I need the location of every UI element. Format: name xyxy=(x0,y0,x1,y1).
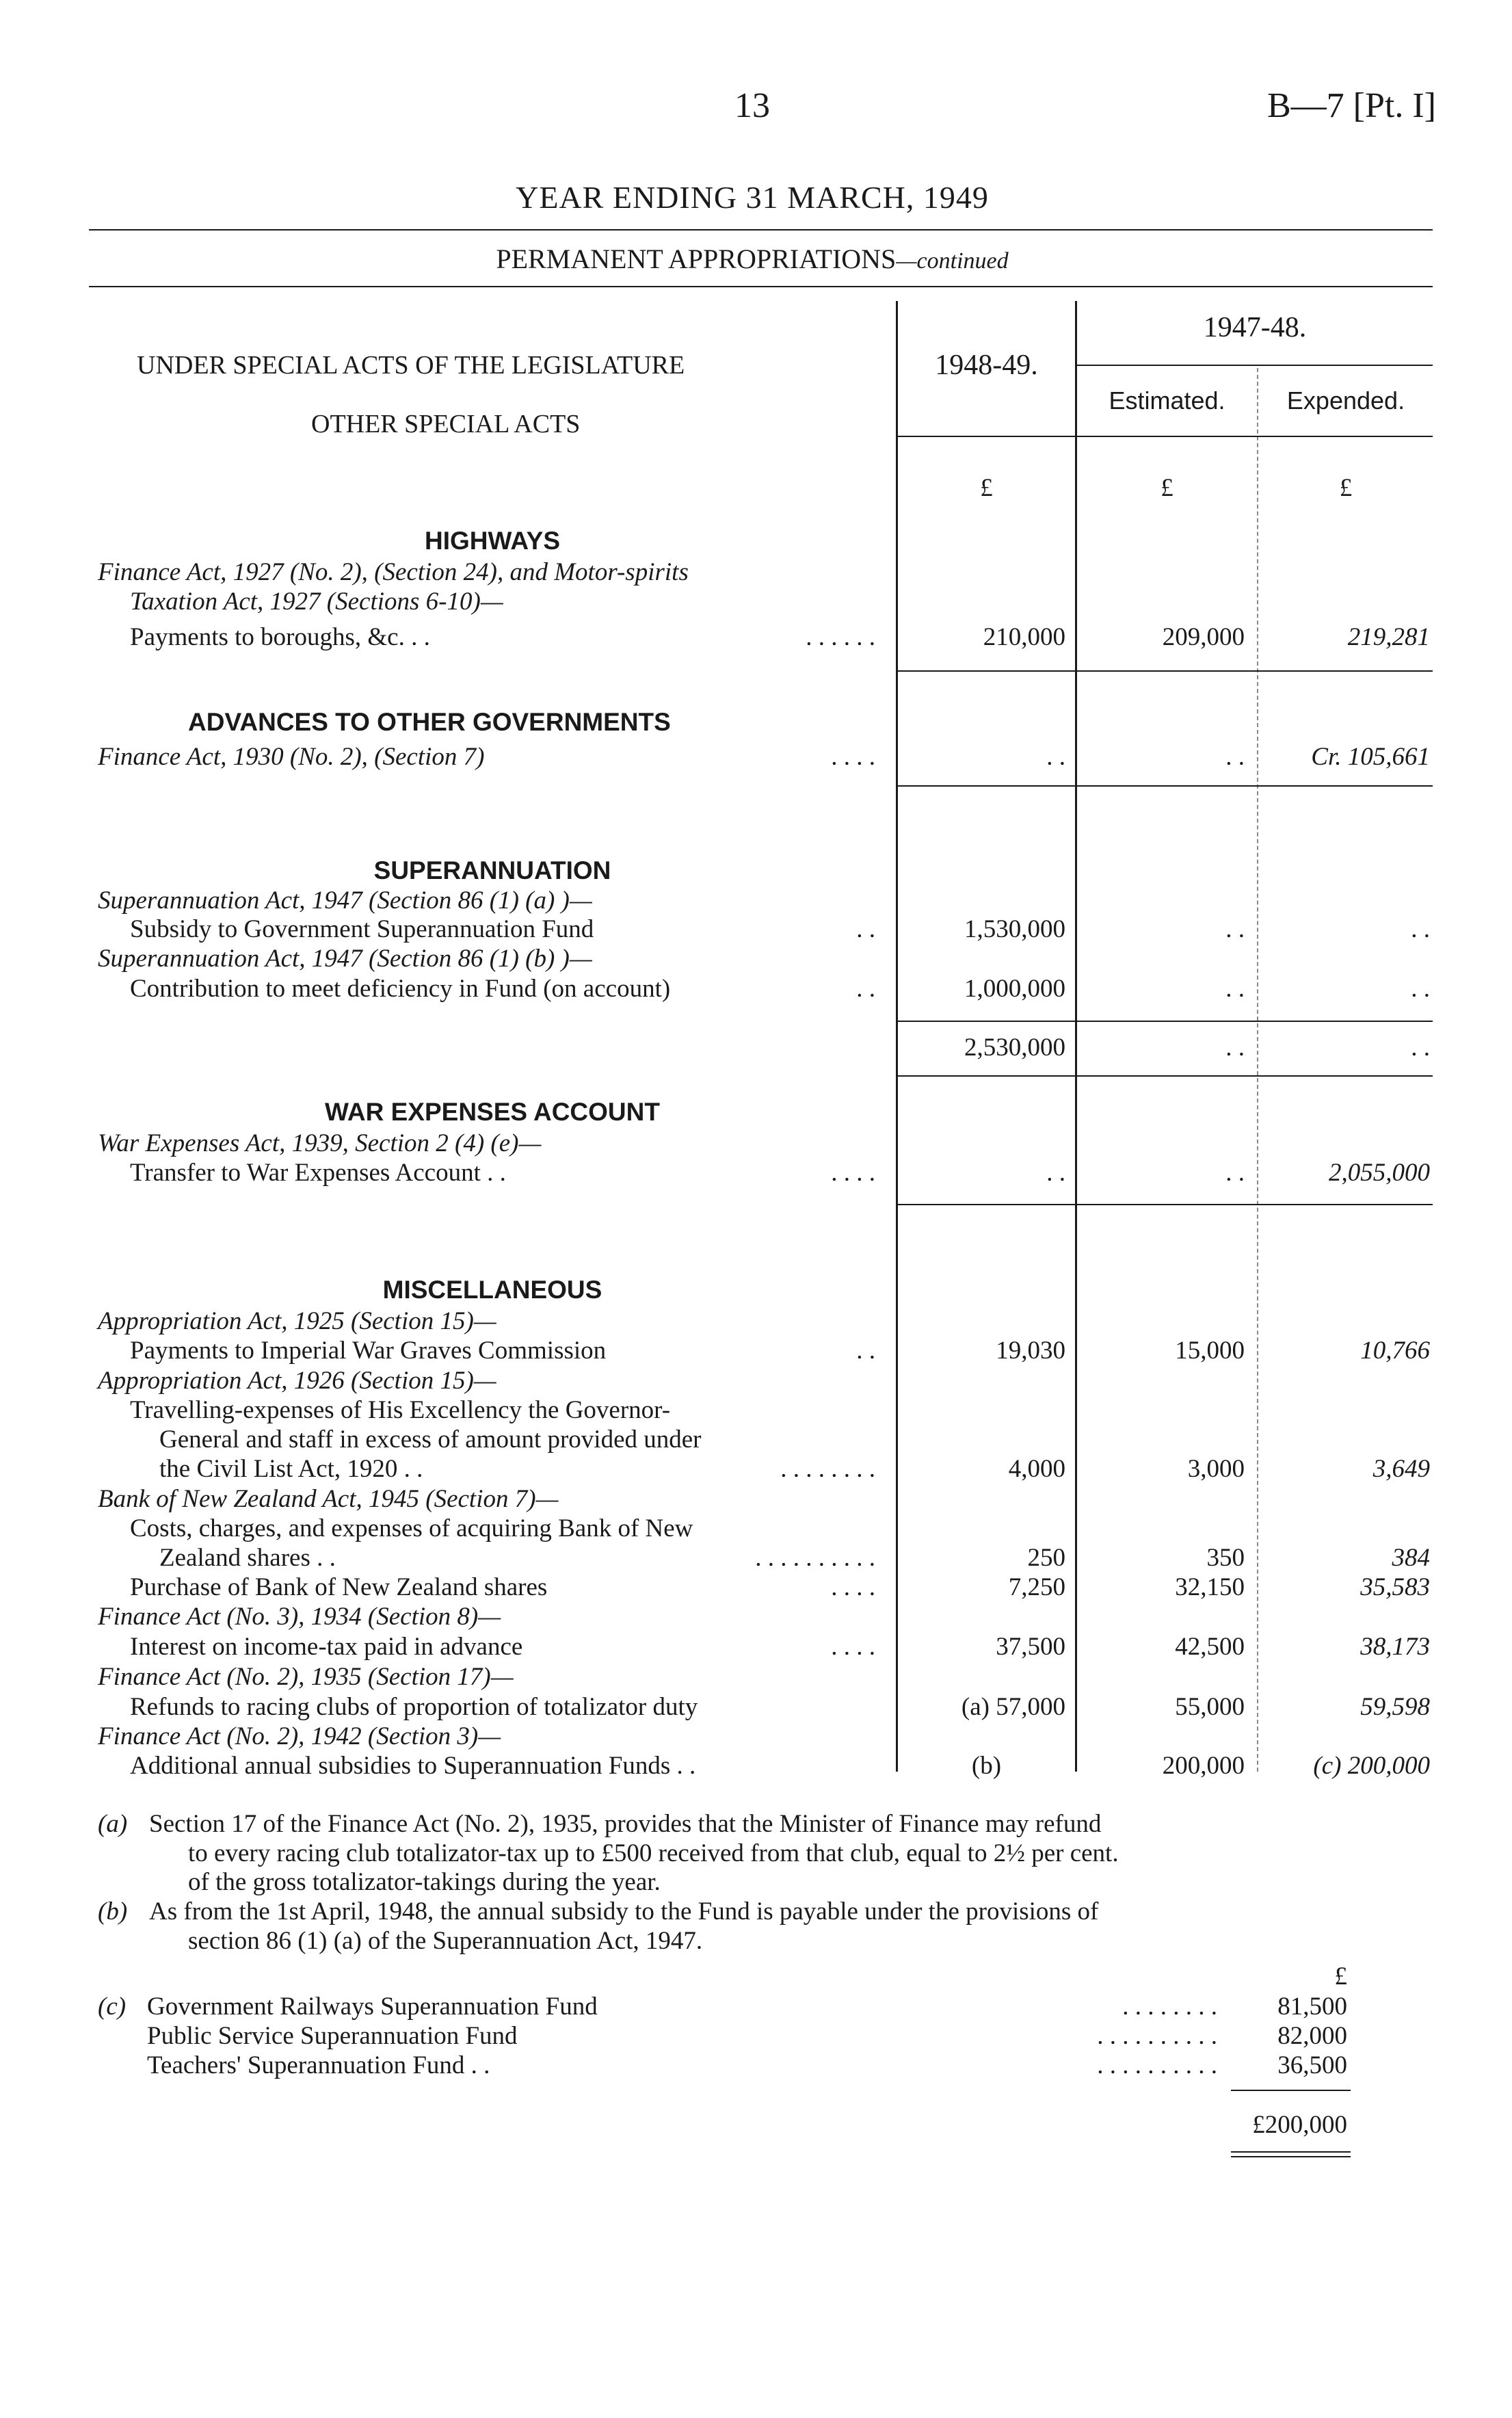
superannuation-subtotal-rule xyxy=(896,1021,1433,1022)
war-act: War Expenses Act, 1939, Section 2 (4) (e)— xyxy=(98,1129,542,1157)
advances-1948: . . xyxy=(1046,743,1065,771)
misc-expended-4: 35,583 xyxy=(1360,1573,1430,1601)
superannuation-1948-1: 1,530,000 xyxy=(964,915,1065,943)
footnote-c-currency: £ xyxy=(1334,1962,1347,1990)
page-reference: B—7 [Pt. I] xyxy=(1267,86,1436,125)
superannuation-heading: SUPERANNUATION xyxy=(373,856,611,884)
advances-heading: ADVANCES TO OTHER GOVERNMENTS xyxy=(188,708,671,736)
misc-leaders-5: . . . . xyxy=(831,1633,875,1661)
footnote-b-label: (b) xyxy=(98,1897,128,1926)
highways-heading: HIGHWAYS xyxy=(424,527,561,555)
footnote-b-line-2: section 86 (1) (a) of the Superannuation Act, 1947. xyxy=(188,1927,703,1955)
footnote-c-sum-rule xyxy=(1231,2090,1351,2091)
superannuation-item-2: Contribution to meet deficiency in Fund (on account) xyxy=(130,975,671,1003)
misc-1948-4: 7,250 xyxy=(1008,1573,1065,1601)
advances-rule xyxy=(896,785,1433,787)
misc-estimated-3: 350 xyxy=(1206,1544,1245,1572)
advances-leaders: . . . . xyxy=(831,743,875,771)
currency-col-1: £ xyxy=(980,474,993,502)
misc-1948-5: 37,500 xyxy=(996,1633,1065,1661)
col-header-1947: 1947-48. xyxy=(1203,312,1307,343)
war-heading: WAR EXPENSES ACCOUNT xyxy=(325,1098,660,1126)
col-header-estimated: Estimated. xyxy=(1109,386,1225,415)
war-1948: . . xyxy=(1046,1159,1065,1187)
footnote-c-total: £200,000 xyxy=(1252,2111,1347,2139)
highways-act-1: Finance Act, 1927 (No. 2), (Section 24), and Motor-spirits xyxy=(98,558,689,586)
currency-col-3: £ xyxy=(1339,474,1353,502)
superannuation-estimated-1: . . xyxy=(1225,915,1245,943)
table-header-left-2: OTHER SPECIAL ACTS xyxy=(311,410,581,438)
footnote-c-leaders-2: . . . . . . . . . . xyxy=(1097,2022,1217,2050)
war-expended: 2,055,000 xyxy=(1329,1159,1430,1187)
superannuation-leaders-2: . . xyxy=(856,975,875,1003)
header-rule xyxy=(89,229,1433,231)
misc-leaders-3: . . . . . . . . . . xyxy=(755,1544,875,1572)
misc-expended-7: (c) 200,000 xyxy=(1313,1752,1430,1780)
superannuation-total-estimated: . . xyxy=(1225,1034,1245,1062)
misc-item-5: Interest on income-tax paid in advance xyxy=(130,1633,523,1661)
highways-item: Payments to boroughs, &c. . . xyxy=(130,623,430,651)
footnote-c-value-2: 82,000 xyxy=(1277,2022,1347,2050)
advances-expended: Cr. 105,661 xyxy=(1311,743,1430,771)
col-header-1948: 1948-49. xyxy=(935,350,1038,381)
war-item: Transfer to War Expenses Account . . xyxy=(130,1159,506,1187)
highways-1948: 210,000 xyxy=(983,623,1065,651)
misc-expended-2: 3,649 xyxy=(1372,1455,1430,1483)
column-divider-3 xyxy=(1257,368,1258,1772)
misc-item-2-line-1: Travelling-expenses of His Excellency the Governor- xyxy=(130,1396,671,1424)
footnote-c-item-2: Public Service Superannuation Fund xyxy=(147,2022,518,2050)
war-leaders: . . . . xyxy=(831,1159,875,1187)
superannuation-act-2: Superannuation Act, 1947 (Section 86 (1) (b) )— xyxy=(98,945,592,973)
misc-heading: MISCELLANEOUS xyxy=(382,1276,602,1304)
misc-leaders-2: . . . . . . . . xyxy=(780,1455,875,1483)
footnote-a-line-2: to every racing club totalizator-tax up to £500 received from that club, equal to 2½ per cent. xyxy=(188,1839,1119,1867)
footnote-c-item-3: Teachers' Superannuation Fund . . xyxy=(147,2051,490,2079)
superannuation-rule xyxy=(896,1075,1433,1077)
misc-act-3: Bank of New Zealand Act, 1945 (Section 7)— xyxy=(98,1485,559,1513)
superannuation-total-expended: . . xyxy=(1411,1034,1430,1062)
table-header-left-1: UNDER SPECIAL ACTS OF THE LEGISLATURE xyxy=(137,351,685,380)
misc-estimated-4: 32,150 xyxy=(1175,1573,1245,1601)
subtitle-rule xyxy=(89,286,1433,287)
misc-1948-6: (a) 57,000 xyxy=(961,1693,1065,1721)
misc-expended-5: 38,173 xyxy=(1360,1633,1430,1661)
superannuation-total-1948: 2,530,000 xyxy=(964,1034,1065,1062)
war-estimated: . . xyxy=(1225,1159,1245,1187)
misc-act-6: Finance Act (No. 2), 1942 (Section 3)— xyxy=(98,1722,501,1750)
page-number: 13 xyxy=(734,86,770,125)
misc-item-6: Refunds to racing clubs of proportion of totalizator duty xyxy=(130,1693,698,1721)
footnote-a-label: (a) xyxy=(98,1810,128,1838)
misc-act-4: Finance Act (No. 3), 1934 (Section 8)— xyxy=(98,1603,501,1631)
highways-estimated: 209,000 xyxy=(1162,623,1245,651)
footnote-c-total-rule-1 xyxy=(1231,2151,1351,2153)
subtitle-suffix: —continued xyxy=(896,248,1009,274)
misc-estimated-1: 15,000 xyxy=(1175,1337,1245,1365)
superannuation-1948-2: 1,000,000 xyxy=(964,975,1065,1003)
subtitle-main: PERMANENT APPROPRIATIONS xyxy=(496,244,897,274)
footnote-c-total-rule-2 xyxy=(1231,2156,1351,2157)
superannuation-estimated-2: . . xyxy=(1225,975,1245,1003)
misc-1948-3: 250 xyxy=(1027,1544,1065,1572)
misc-item-4: Purchase of Bank of New Zealand shares xyxy=(130,1573,548,1601)
highways-leaders: . . . . . . xyxy=(806,623,875,651)
misc-estimated-6: 55,000 xyxy=(1175,1693,1245,1721)
misc-act-1: Appropriation Act, 1925 (Section 15)— xyxy=(98,1307,496,1335)
advances-act: Finance Act, 1930 (No. 2), (Section 7) xyxy=(98,743,485,771)
highways-expended: 219,281 xyxy=(1347,623,1430,651)
footnote-b-line-1: As from the 1st April, 1948, the annual subsidy to the Fund is payable under the provisions of xyxy=(149,1897,1099,1926)
misc-leaders-1: . . xyxy=(856,1337,875,1365)
misc-item-3-line-2: Zealand shares . . xyxy=(159,1544,336,1572)
misc-item-2-line-2: General and staff in excess of amount provided under xyxy=(159,1425,702,1454)
footnote-a-line-1: Section 17 of the Finance Act (No. 2), 1935, provides that the Minister of Finance may refund xyxy=(149,1810,1102,1838)
misc-estimated-5: 42,500 xyxy=(1175,1633,1245,1661)
footnote-c-label: (c) xyxy=(98,1993,127,2021)
superannuation-item-1: Subsidy to Government Superannuation Fund xyxy=(130,915,594,943)
col-header-expended: Expended. xyxy=(1286,386,1405,415)
superannuation-act-1: Superannuation Act, 1947 (Section 86 (1) (a) )— xyxy=(98,886,592,915)
misc-item-1: Payments to Imperial War Graves Commission xyxy=(130,1337,607,1365)
misc-item-3-line-1: Costs, charges, and expenses of acquiring Bank of New xyxy=(130,1514,693,1542)
misc-1948-7: (b) xyxy=(971,1752,1002,1780)
misc-1948-2: 4,000 xyxy=(1008,1455,1065,1483)
footnote-c-value-3: 36,500 xyxy=(1277,2051,1347,2079)
misc-1948-1: 19,030 xyxy=(996,1337,1065,1365)
footnote-a-line-3: of the gross totalizator-takings during the year. xyxy=(188,1868,661,1896)
misc-expended-6: 59,598 xyxy=(1360,1693,1430,1721)
header-bottom-rule xyxy=(896,436,1433,437)
war-rule xyxy=(896,1204,1433,1205)
superannuation-expended-1: . . xyxy=(1411,915,1430,943)
footnote-c-item-1: Government Railways Superannuation Fund xyxy=(147,1993,598,2021)
footnote-c-leaders-1: . . . . . . . . xyxy=(1122,1993,1217,2021)
subtitle xyxy=(342,243,1163,275)
advances-estimated: . . xyxy=(1225,743,1245,771)
misc-item-2-line-3: the Civil List Act, 1920 . . xyxy=(159,1455,423,1483)
currency-col-2: £ xyxy=(1160,474,1173,502)
misc-item-7: Additional annual subsidies to Superannuation Funds . . xyxy=(130,1752,696,1780)
misc-expended-1: 10,766 xyxy=(1360,1337,1430,1365)
misc-act-2: Appropriation Act, 1926 (Section 15)— xyxy=(98,1367,496,1395)
misc-act-5: Finance Act (No. 2), 1935 (Section 17)— xyxy=(98,1663,514,1691)
footnote-c-value-1: 81,500 xyxy=(1277,1993,1347,2021)
misc-leaders-4: . . . . xyxy=(831,1573,875,1601)
misc-estimated-7: 200,000 xyxy=(1162,1752,1245,1780)
group-rule xyxy=(1077,365,1433,366)
footnote-c-leaders-3: . . . . . . . . . . xyxy=(1097,2051,1217,2079)
superannuation-leaders-1: . . xyxy=(856,915,875,943)
superannuation-expended-2: . . xyxy=(1411,975,1430,1003)
misc-expended-3: 384 xyxy=(1392,1544,1430,1572)
highways-act-2: Taxation Act, 1927 (Sections 6-10)— xyxy=(130,588,503,616)
highways-rule xyxy=(896,670,1433,672)
misc-estimated-2: 3,000 xyxy=(1187,1455,1245,1483)
year-title: YEAR ENDING 31 MARCH, 1949 xyxy=(516,180,989,215)
